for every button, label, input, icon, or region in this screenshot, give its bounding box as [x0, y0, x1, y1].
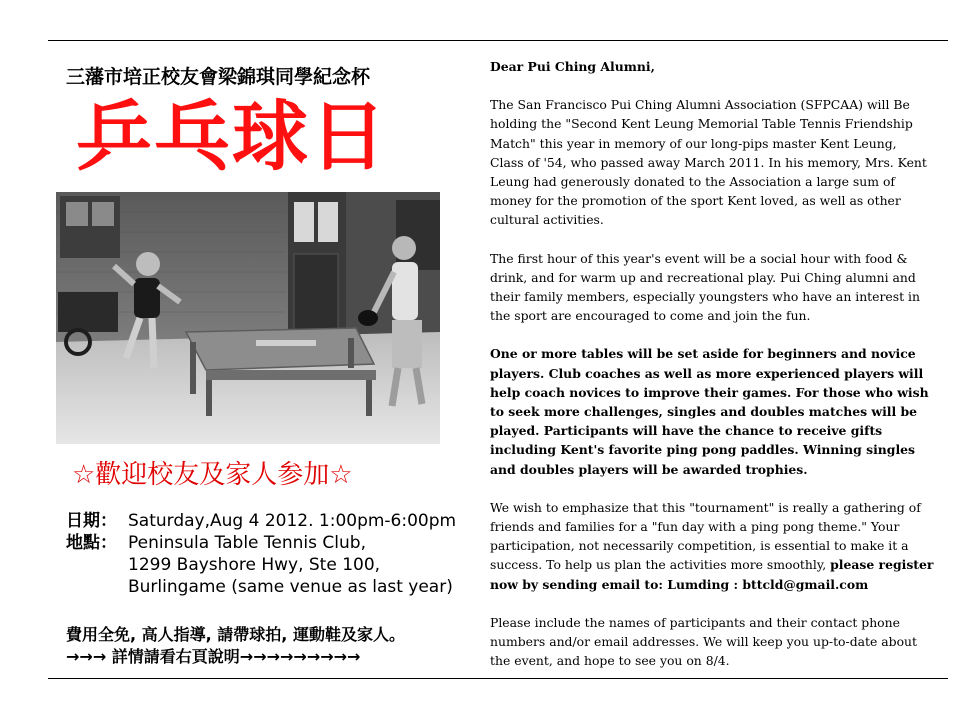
event-details	[66, 510, 456, 598]
fee-notes	[66, 624, 405, 668]
arrow-line: →→→ 詳情請看右頁說明→→→→→→→→→	[66, 647, 361, 666]
date-label: 日期：	[66, 511, 117, 531]
letter-paragraph-3: One or more tables will be set aside for beginners and novice players. Club coaches as well as more experienced players will help coach novices to improve their games. For those who wish to seek more challenges, singles and doubles matches will be played. Participants will have the chance to receive gifts including Kent's favorite ping pong paddles. Winning singles and doubles players will be awarded trophies.	[490, 346, 929, 477]
place-line-1: Peninsula Table Tennis Club,	[128, 533, 366, 553]
letter-panel	[490, 57, 934, 689]
event-title: 乒乓球日	[76, 92, 388, 181]
kids-playing-table-tennis-photo	[56, 192, 440, 444]
welcome-banner: ☆歡迎校友及家人参加☆	[72, 460, 353, 490]
place-label: 地點：	[66, 533, 117, 553]
letter-paragraph-4	[490, 498, 934, 594]
letter-paragraph-1: The San Francisco Pui Ching Alumni Association (SFPCAA) will Be holding the "Second Kent Leung Memorial Table Tennis Friendship Match" this year in memory of our long-pips master Kent Leung, Class of '54, who passed away March 2011. In his memory, Mrs. Kent Leung had generously donated to the Association a large sum of money for the promotion of the sport Kent loved, as well as other cultural activities.	[490, 97, 927, 228]
top-rule	[48, 40, 948, 41]
letter-paragraph-2: The first hour of this year's event will be a social hour with food & drink, and for warm up and recreational play. Pui Ching alumni and their family members, especially youngsters who have an interest in the sport are encouraged to come and join the fun.	[490, 250, 920, 324]
letter-paragraph-4-text: We wish to emphasize that this "tournament" is really a gathering of friends and families for a "fun day with a ping pong theme." Your participation, not necessarily competition, is essential to make it a success. To help us plan the activities more smoothly,	[490, 499, 921, 573]
place-row	[66, 532, 456, 554]
fee-line: 費用全免, 高人指導, 請帶球拍, 運動鞋及家人。	[66, 625, 405, 644]
letter-paragraph-5: Please include the names of participants and their contact phone numbers and/or email addresses. We will keep you up-to-date about the event, and hope to see you on 8/4.	[490, 614, 917, 669]
registration-email-text: please register now by sending email to: Lumding : bttcld@gmail.com	[490, 557, 934, 592]
place-line-2: 1299 Bayshore Hwy, Ste 100,	[128, 555, 381, 575]
date-value: Saturday,Aug 4 2012. 1:00pm-6:00pm	[128, 511, 457, 531]
date-row	[66, 510, 456, 532]
event-subtitle: 三藩市培正校友會梁錦琪同學紀念杯	[66, 66, 371, 88]
place-line-3: Burlingame (same venue as last year)	[128, 577, 453, 597]
letter-greeting: Dear Pui Ching Alumni,	[490, 59, 655, 74]
bottom-rule	[48, 678, 948, 679]
